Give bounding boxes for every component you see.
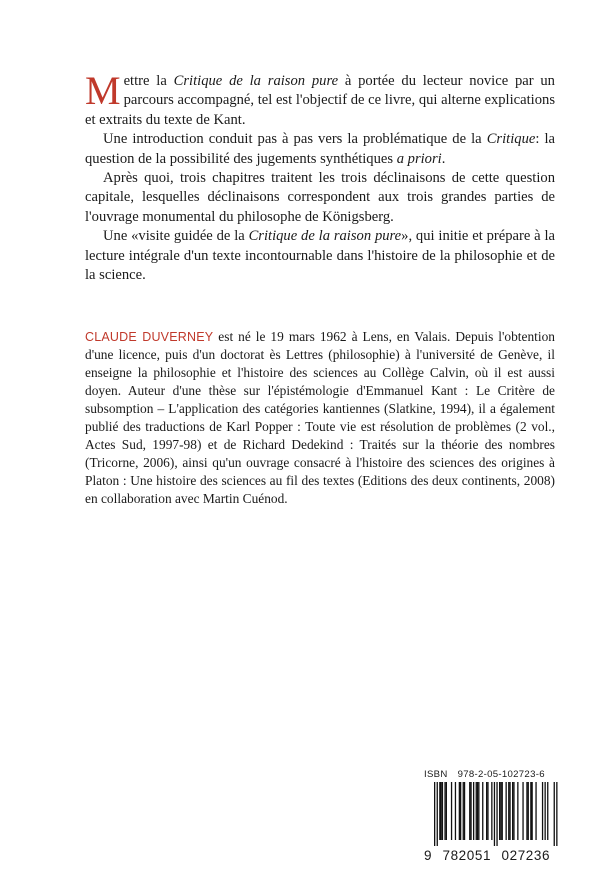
blurb-text: à portée du lecteur novice par un parcours accompagné, tel est l'objectif de ce livre, qui alterne explications et extraits du texte de Kant. — [85, 73, 555, 128]
barcode-bar — [532, 782, 533, 840]
barcode-bar — [470, 782, 471, 840]
isbn-number: 978-2-05-102723-6 — [457, 769, 545, 780]
barcode-bar — [460, 782, 461, 840]
barcode-bar — [530, 782, 531, 840]
isbn-label: ISBN — [424, 769, 448, 780]
blurb-paragraph-2 — [85, 130, 555, 169]
blurb — [85, 68, 555, 285]
barcode-bar — [517, 782, 518, 840]
barcode-bar — [556, 782, 557, 846]
barcode-bar — [463, 782, 464, 840]
ean-digits — [424, 848, 569, 863]
drop-cap: M — [85, 68, 121, 113]
barcode-bar — [487, 782, 488, 840]
barcode-bar — [512, 782, 513, 840]
barcode-bar — [478, 782, 479, 840]
ean-first-digit: 9 — [424, 848, 433, 863]
barcode-bar — [491, 782, 492, 840]
barcode-bar — [526, 782, 527, 840]
barcode-bar — [455, 782, 456, 840]
author-bio — [85, 328, 555, 508]
a-priori-word: a priori — [396, 150, 442, 167]
barcode-bar — [469, 782, 470, 840]
barcode-bar — [486, 782, 487, 840]
ean-right-group: 027236 — [501, 848, 551, 863]
barcode-bar — [442, 782, 443, 840]
isbn-line — [424, 769, 569, 781]
author-name: CLAUDE DUVERNEY — [85, 330, 214, 344]
ean-left-group: 782051 — [442, 848, 492, 863]
barcode-bar — [554, 782, 555, 846]
barcode-bar — [499, 782, 500, 840]
barcode-bar — [545, 782, 546, 840]
barcode-bar — [459, 782, 460, 840]
blurb-paragraph-1 — [85, 68, 555, 130]
barcode-bar — [464, 782, 465, 840]
blurb-text: Une introduction conduit pas à pas vers la problématique de la — [103, 131, 487, 148]
author-bio-text: est né le 19 mars 1962 à Lens, en Valais. Depuis l'obtention d'une licence, puis d'un doctorat ès Lettres (philosophie) à l'université de Genève, il enseigne la philosophie et l'histoire des sciences au Collège Calvin, où il est aussi doyen. Auteur d'une thèse sur l'épistémologie d'Emmanuel Kant : Le Critère de subsomption – L'application des catégories kantiennes (Slatkine, 1994), il a également publié des traductions de Karl Popper : Toute vie est résolution de problèmes (2 vol., Actes Sud, 1997-98) et de Richard Dedekind : Traités sur la théorie des nombres (Tricorne, 2006), ainsi qu'un ouvrage consacré à l'histoire des sciences des origines à Platon : Une histoire des sciences au fil des textes (Editions des deux continents, 2008) en collaboration avec Martin Cuénod. — [85, 329, 556, 506]
blurb-paragraph-3: Après quoi, trois chapitres traitent les trois déclinaisons de cette question capitale, lesquelles déclinaisons correspondent aux trois grandes parties de l'ouvrage monumental du philosophe de Königsberg. — [85, 170, 555, 225]
barcode-bar — [500, 782, 501, 840]
blurb-text: ettre la — [123, 73, 174, 89]
blurb-paragraph-4 — [85, 227, 555, 285]
barcode-bar — [542, 782, 543, 840]
barcode-bar — [535, 782, 536, 840]
barcode-bar — [508, 782, 509, 840]
barcode-bar — [434, 782, 435, 846]
barcode-bar — [509, 782, 510, 840]
barcode-bar — [513, 782, 514, 840]
barcode-bar — [496, 782, 497, 846]
barcode-bar — [473, 782, 474, 840]
barcode-bar — [528, 782, 529, 840]
blurb-text: . — [441, 150, 446, 167]
barcode-bar — [482, 782, 483, 840]
barcode-bars — [424, 782, 569, 848]
barcode-bar — [506, 782, 507, 840]
barcode-bar — [451, 782, 452, 840]
blurb-text: : la question de la possibilité des jugements synthétiques — [85, 131, 555, 167]
barcode-bar — [502, 782, 503, 840]
barcode-bar — [444, 782, 445, 840]
barcode-bar — [439, 782, 440, 840]
book-title: Critique de la raison pure — [248, 228, 402, 245]
blurb-text: », qui initie et prépare à la lecture intégrale d'un texte incontournable dans l'histoire de la philosophie et de la science. — [85, 228, 555, 284]
isbn-barcode — [424, 769, 569, 864]
author-bio-paragraph — [85, 328, 555, 508]
barcode-bar — [522, 782, 523, 840]
barcode-bar — [494, 782, 495, 846]
barcode-bar — [437, 782, 438, 846]
book-title: Critique de la raison pure — [173, 73, 339, 89]
blurb-text: Une «visite guidée de la — [103, 228, 249, 245]
barcode-bar — [547, 782, 548, 840]
barcode-bar — [477, 782, 478, 840]
barcode-bar — [441, 782, 442, 840]
barcode-bar — [446, 782, 447, 840]
barcode-bar — [476, 782, 477, 840]
critique-word: Critique — [486, 131, 536, 148]
